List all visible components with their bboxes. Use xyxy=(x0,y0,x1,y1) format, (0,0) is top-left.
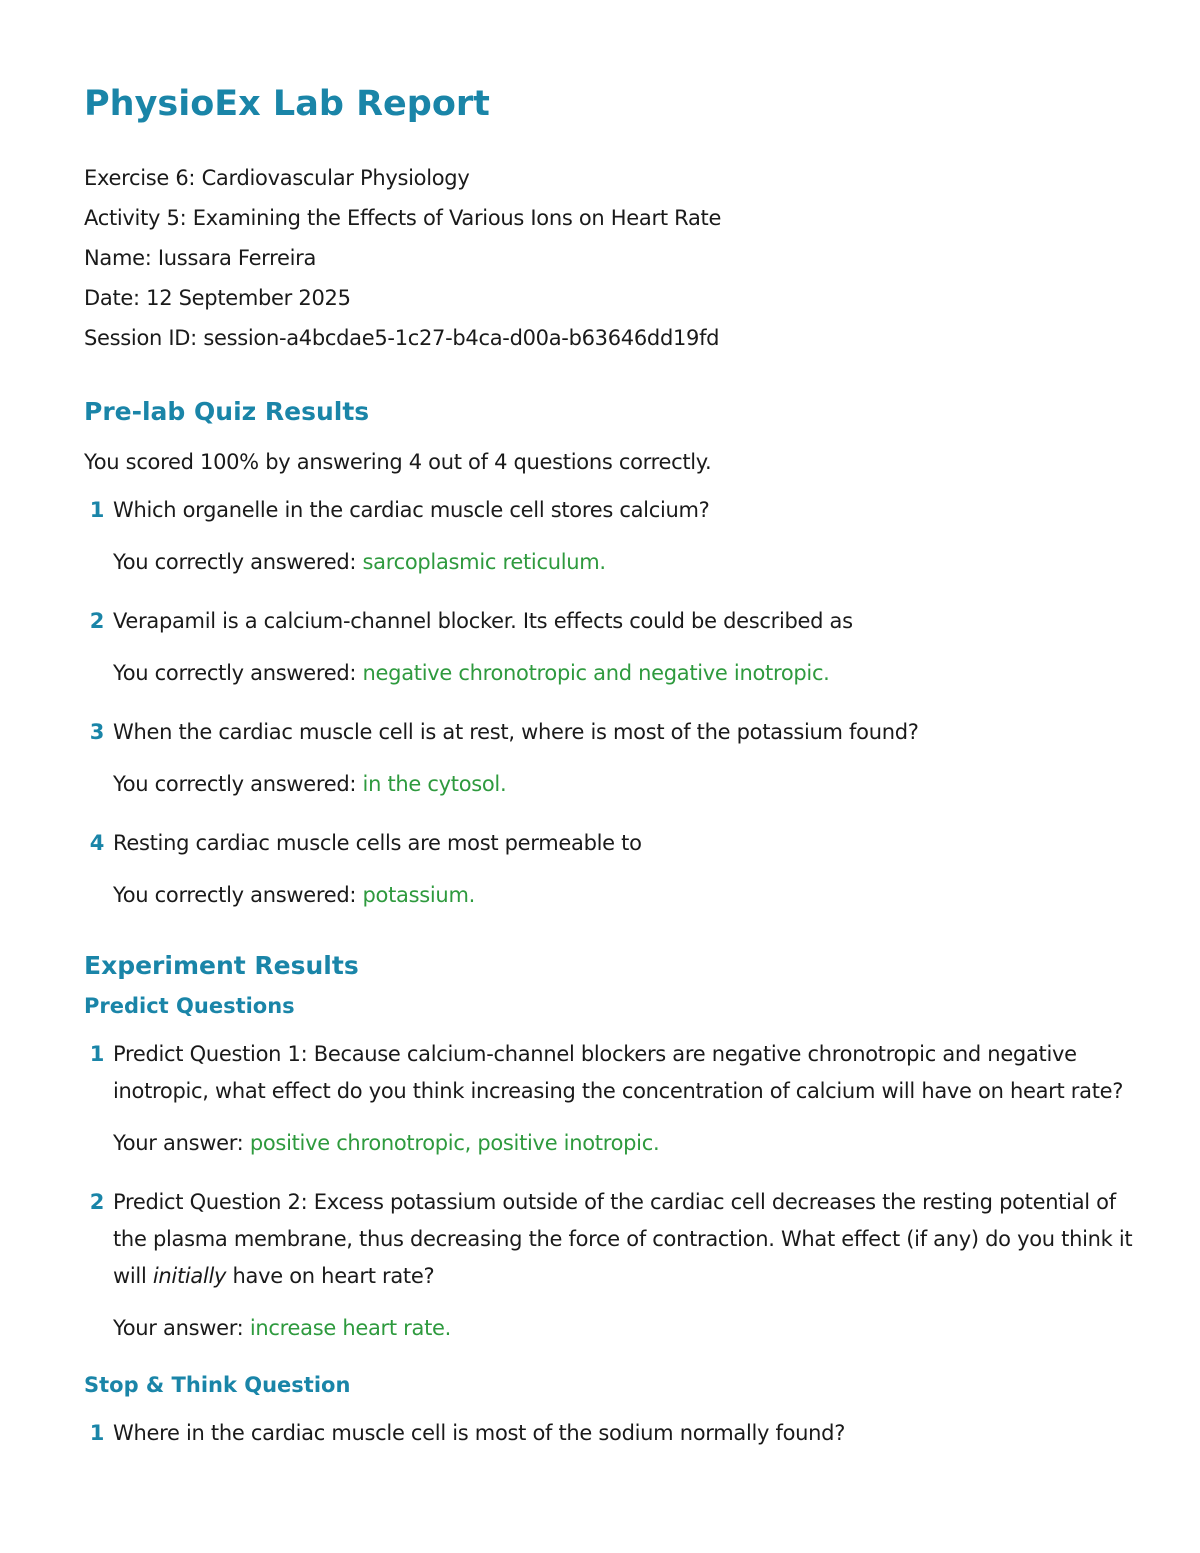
question-number: 1 xyxy=(89,1042,105,1066)
page-title: PhysioEx Lab Report xyxy=(84,84,490,124)
question-answer xyxy=(113,1125,1144,1162)
predict-question xyxy=(84,1036,1144,1162)
question-answer xyxy=(113,544,1144,581)
answer-prefix: You correctly answered: xyxy=(113,883,363,907)
answer-value: in the cytosol. xyxy=(362,772,507,796)
question-text: When the cardiac muscle cell is at rest, where is most of the potassium found? xyxy=(113,720,919,744)
question-number: 1 xyxy=(89,1421,105,1445)
question-answer xyxy=(113,1310,1144,1347)
lab-report xyxy=(84,80,1144,1452)
predict-question xyxy=(84,1184,1144,1347)
experiment-heading: Experiment Results xyxy=(84,951,359,980)
question-number: 4 xyxy=(89,831,105,855)
prelab-question xyxy=(84,714,1144,803)
answer-prefix: You correctly answered: xyxy=(113,661,363,685)
report-meta xyxy=(84,158,1144,358)
predict-heading: Predict Questions xyxy=(84,994,295,1018)
question-number: 2 xyxy=(89,1190,105,1214)
date-line: Date: 12 September 2025 xyxy=(84,286,351,310)
answer-prefix: Your answer: xyxy=(113,1316,250,1340)
answer-prefix: Your answer: xyxy=(113,1131,250,1155)
answer-prefix: You correctly answered: xyxy=(113,772,363,796)
prelab-question xyxy=(84,492,1144,581)
answer-value: positive chronotropic, positive inotropic. xyxy=(249,1131,660,1155)
activity-line: Activity 5: Examining the Effects of Various Ions on Heart Rate xyxy=(84,206,722,230)
session-id-line: Session ID: session-a4bcdae5-1c27-b4ca-d00a-b63646dd19fd xyxy=(84,326,720,350)
prelab-heading: Pre-lab Quiz Results xyxy=(84,397,370,426)
answer-value: potassium. xyxy=(362,883,475,907)
question-number: 1 xyxy=(89,498,105,522)
name-line: Name: Iussara Ferreira xyxy=(84,246,317,270)
prelab-score: You scored 100% by answering 4 out of 4 questions correctly. xyxy=(84,450,712,474)
exercise-line: Exercise 6: Cardiovascular Physiology xyxy=(84,166,470,190)
question-text-emphasis: initially xyxy=(152,1264,227,1288)
question-text: Where in the cardiac muscle cell is most of the sodium normally found? xyxy=(113,1421,846,1445)
prelab-question xyxy=(84,603,1144,692)
stop-think-heading: Stop & Think Question xyxy=(84,1373,351,1397)
answer-value: increase heart rate. xyxy=(249,1316,452,1340)
answer-prefix: You correctly answered: xyxy=(113,550,363,574)
prelab-question xyxy=(84,825,1144,914)
question-text: Predict Question 1: Because calcium-channel blockers are negative chronotropic and negative inotropic, what effect do you think increasing the concentration of calcium will have on heart rate? xyxy=(113,1042,1124,1103)
question-answer xyxy=(113,655,1144,692)
question-text: Verapamil is a calcium-channel blocker. Its effects could be described as xyxy=(113,609,853,633)
question-text: Resting cardiac muscle cells are most permeable to xyxy=(113,831,642,855)
question-answer xyxy=(113,877,1144,914)
answer-value: sarcoplasmic reticulum. xyxy=(362,550,606,574)
answer-value: negative chronotropic and negative inotropic. xyxy=(362,661,830,685)
stop-think-question xyxy=(84,1415,1144,1452)
question-text-end: have on heart rate? xyxy=(226,1264,435,1288)
question-number: 3 xyxy=(89,720,105,744)
question-text: Which organelle in the cardiac muscle cell stores calcium? xyxy=(113,498,710,522)
question-text-start: Predict Question 2: Excess potassium outside of the cardiac cell decreases the resting potential of the plasma membrane, thus decreasing the force of contraction. What effect (if any) do you think it will xyxy=(113,1190,1133,1288)
question-text xyxy=(113,1184,1144,1295)
question-number: 2 xyxy=(89,609,105,633)
question-answer xyxy=(113,766,1144,803)
